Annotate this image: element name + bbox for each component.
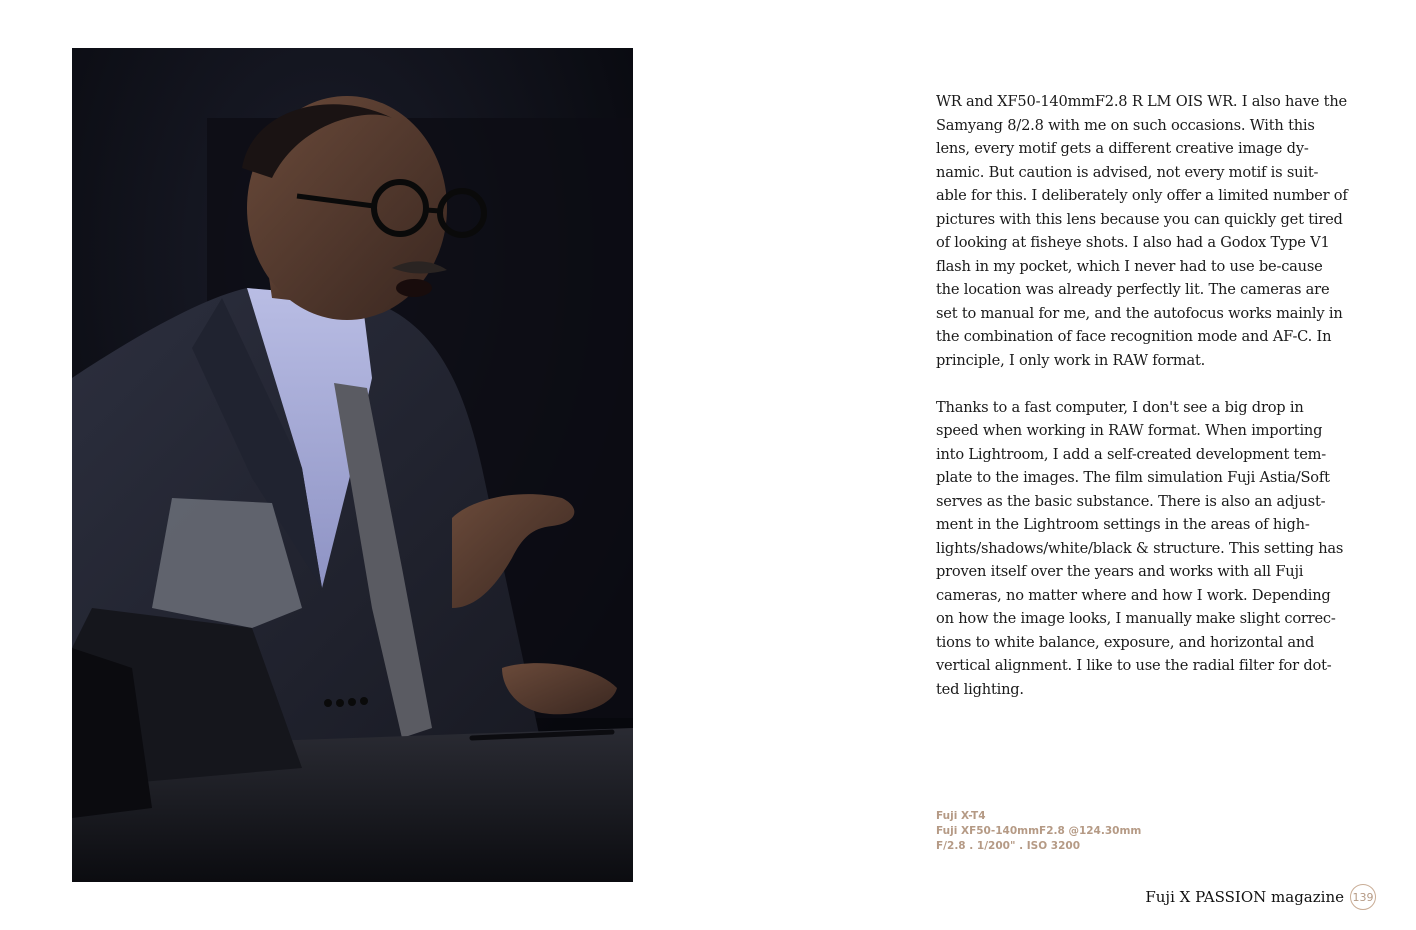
magazine-title: Fuji X PASSION magazine (1145, 888, 1344, 906)
caption-settings: F/2.8 . 1/200" . ISO 3200 (936, 840, 1081, 852)
page-footer (1145, 884, 1376, 910)
article-paragraph: WR and XF50-140mmF2.8 R LM OIS WR. I also have the Samyang 8/2.8 with me on such occasions. With this lens, every motif gets a different creative image dy-namic. But caution is advised, not every motif is suit-able for this. I deliberately only offer a limited number of pictures with this lens because you can quickly get tired of looking at fisheye shots. I also had a Godox Type V1 flash in my pocket, which I never had to use be-cause the location was already perfectly lit. The cameras are set to manual for me, and the autofocus works mainly in the combination of face recognition mode and AF-C. In principle, I only work in RAW format. (936, 93, 1348, 369)
portrait-photo (72, 48, 633, 882)
article-body (936, 90, 1348, 701)
article-paragraph: Thanks to a fast computer, I don't see a big drop in speed when working in RAW format. When importing into Lightroom, I add a self-created development tem-plate to the images. The film simulation Fuji Astia/Soft serves as the basic substance. There is also an adjust-ment in the Lightroom settings in the areas of high-lights/shadows/white/black & structure. This setting has proven itself over the years and works with all Fuji cameras, no matter where and how I work. Depending on how the image looks, I manually make slight correc-tions to white balance, exposure, and horizontal and vertical alignment. I like to use the radial filter for dot-ted lighting. (936, 398, 1344, 698)
portrait-illustration (72, 48, 633, 882)
caption-camera: Fuji X-T4 (936, 810, 986, 822)
page-number: 139 (1350, 884, 1376, 910)
caption-lens: Fuji XF50-140mmF2.8 @124.30mm (936, 825, 1142, 837)
photo-caption (936, 809, 1141, 854)
